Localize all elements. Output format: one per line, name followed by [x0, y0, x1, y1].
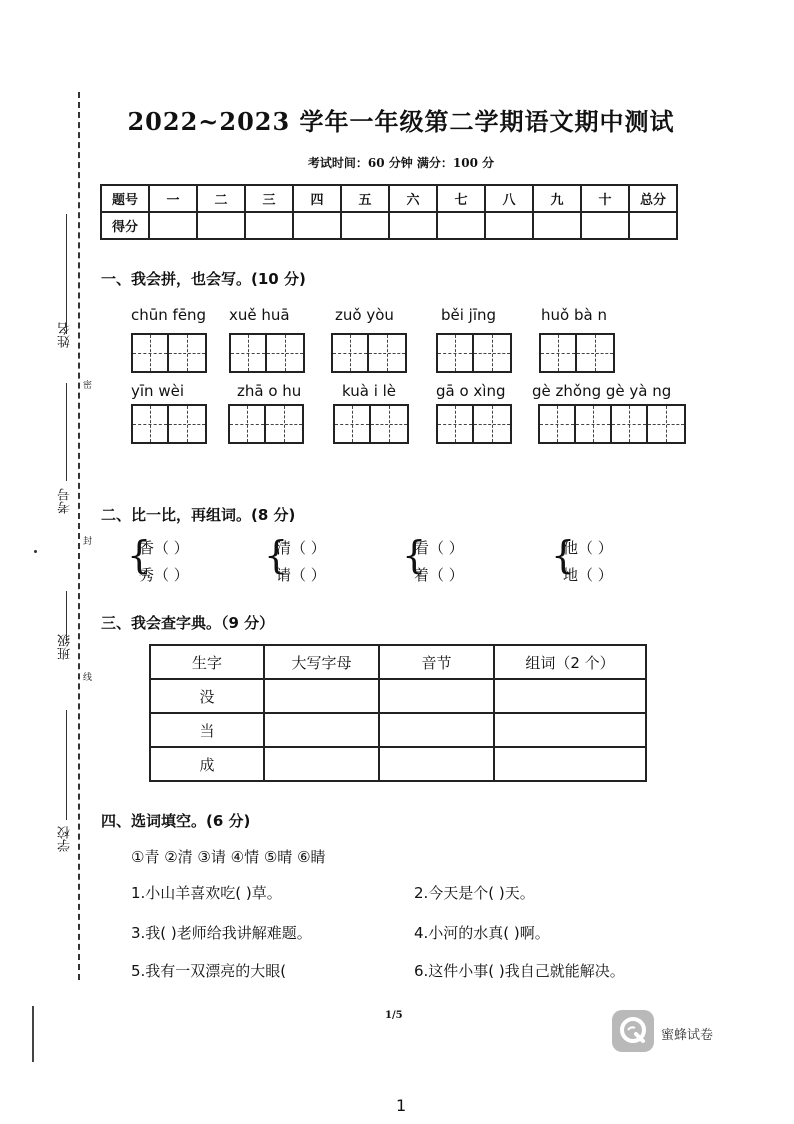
score-col-total: 总分: [629, 185, 677, 212]
dict-answer-cell[interactable]: [264, 679, 379, 713]
dict-answer-cell[interactable]: [264, 747, 379, 781]
score-cell[interactable]: [533, 212, 581, 239]
score-row1-label: 题号: [101, 185, 149, 212]
score-col: 七: [437, 185, 485, 212]
score-col: 五: [341, 185, 389, 212]
fill-sentence-3[interactable]: 3.我( )老师给我讲解难题。: [131, 924, 312, 942]
brace-3: {: [402, 533, 427, 577]
dictionary-table: [149, 644, 647, 782]
pinyin-10: gè zhǒng gè yà ng: [532, 382, 672, 400]
page-number: 1: [396, 1096, 407, 1115]
school-underline: [66, 710, 67, 820]
table-row: [150, 713, 646, 747]
pinyin-1: chūn fēng: [131, 306, 207, 324]
score-cell[interactable]: [149, 212, 197, 239]
compare-bottom-3[interactable]: 着（ ）: [414, 566, 464, 584]
pinyin-5: huǒ bà n: [541, 306, 607, 324]
compare-top-3[interactable]: 看（ ）: [414, 539, 464, 557]
writing-grid-5[interactable]: [539, 333, 615, 373]
score-table-score-row: [101, 212, 677, 239]
pinyin-9: gā o xìng: [436, 382, 506, 400]
pinyin-7: zhā o hu: [237, 382, 302, 400]
writing-grid-6[interactable]: [131, 404, 207, 444]
score-row2-label: 得分: [101, 212, 149, 239]
class-label: 班级: [58, 634, 73, 660]
fill-sentence-6[interactable]: 6.这件小事( )我自己就能解决。: [414, 962, 625, 980]
score-col: 一: [149, 185, 197, 212]
table-row: [150, 747, 646, 781]
brand-logo-icon: [612, 1010, 654, 1052]
score-col: 十: [581, 185, 629, 212]
pinyin-3: zuǒ yòu: [335, 306, 394, 324]
compare-bottom-2[interactable]: 请（ ）: [276, 566, 326, 584]
scan-edge-mark: [32, 1006, 34, 1062]
dict-answer-cell[interactable]: [494, 713, 646, 747]
dict-header-syllable: 音节: [379, 645, 494, 679]
score-cell[interactable]: [293, 212, 341, 239]
score-cell[interactable]: [437, 212, 485, 239]
exam-subtitle: 考试时间：60 分钟 满分：100 分: [307, 156, 495, 170]
section2-title: 二、比一比，再组词。(8 分): [101, 506, 296, 524]
dict-char: 成: [150, 747, 264, 781]
compare-bottom-1[interactable]: 秀（ ）: [139, 566, 189, 584]
seal-char-2: 封: [81, 536, 91, 545]
dict-header-letter: 大写字母: [264, 645, 379, 679]
compare-top-1[interactable]: 香（ ）: [139, 539, 189, 557]
pinyin-8: kuà i lè: [342, 382, 397, 400]
name-underline: [66, 214, 67, 334]
score-col: 二: [197, 185, 245, 212]
section1-title: 一、我会拼，也会写。(10 分): [101, 270, 306, 288]
score-cell[interactable]: [245, 212, 293, 239]
writing-grid-8[interactable]: [333, 404, 409, 444]
pinyin-6: yīn wèi: [131, 382, 184, 400]
dictionary-header-row: [150, 645, 646, 679]
score-cell[interactable]: [197, 212, 245, 239]
section4-title: 四、选词填空。(6 分): [101, 812, 251, 830]
dict-header-char: 生字: [150, 645, 264, 679]
score-cell[interactable]: [389, 212, 437, 239]
name-label: 姓名: [58, 322, 73, 348]
table-row: [150, 679, 646, 713]
word-options: ①青 ②清 ③请 ④情 ⑤晴 ⑥睛: [131, 848, 326, 866]
fill-sentence-4[interactable]: 4.小河的水真( )啊。: [414, 924, 550, 942]
compare-bottom-4[interactable]: 地（ ）: [563, 566, 613, 584]
dict-answer-cell[interactable]: [379, 679, 494, 713]
score-col: 四: [293, 185, 341, 212]
dict-answer-cell[interactable]: [494, 679, 646, 713]
fill-sentence-5[interactable]: 5.我有一双漂亮的大眼(: [131, 962, 287, 980]
score-table: [100, 184, 678, 240]
compare-top-2[interactable]: 清（ ）: [276, 539, 326, 557]
dict-answer-cell[interactable]: [379, 713, 494, 747]
writing-grid-4[interactable]: [436, 333, 512, 373]
score-table-header-row: [101, 185, 677, 212]
writing-grid-1[interactable]: [131, 333, 207, 373]
pinyin-4: běi jīng: [441, 306, 497, 324]
score-col: 九: [533, 185, 581, 212]
exam-no-label: 考号: [58, 488, 73, 514]
writing-grid-9[interactable]: [436, 404, 512, 444]
compare-top-4[interactable]: 他（ ）: [563, 539, 613, 557]
score-cell[interactable]: [629, 212, 677, 239]
brace-4: {: [551, 533, 576, 577]
page-indicator: 1/5: [385, 1010, 403, 1021]
dict-answer-cell[interactable]: [264, 713, 379, 747]
school-label: 学校: [58, 826, 73, 852]
pinyin-2: xuě huā: [229, 306, 290, 324]
writing-grid-7[interactable]: [228, 404, 304, 444]
dict-char: 当: [150, 713, 264, 747]
score-col: 八: [485, 185, 533, 212]
writing-grid-2[interactable]: [229, 333, 305, 373]
score-cell[interactable]: [341, 212, 389, 239]
dict-answer-cell[interactable]: [379, 747, 494, 781]
score-col: 六: [389, 185, 437, 212]
seal-char-1: 密: [81, 380, 91, 389]
writing-grid-3[interactable]: [331, 333, 407, 373]
brace-2: {: [264, 533, 289, 577]
dict-char: 没: [150, 679, 264, 713]
brand-name: 蜜蜂试卷: [661, 1028, 714, 1043]
seal-char-3: 线: [81, 672, 91, 681]
score-col: 三: [245, 185, 293, 212]
dict-header-words: 组词（2 个）: [494, 645, 646, 679]
score-cell[interactable]: [485, 212, 533, 239]
brace-1: {: [127, 533, 152, 577]
fill-sentence-1[interactable]: 1.小山羊喜欢吃( )草。: [131, 884, 282, 902]
exam-no-underline: [66, 383, 67, 481]
scan-speck: [34, 550, 37, 553]
fill-sentence-2[interactable]: 2.今天是个( )天。: [414, 884, 535, 902]
dict-answer-cell[interactable]: [494, 747, 646, 781]
score-cell[interactable]: [581, 212, 629, 239]
exam-title: 2022~2023 学年一年级第二学期语文期中测试: [127, 107, 675, 136]
section3-title: 三、我会查字典。（9 分）: [101, 614, 275, 632]
writing-grid-10[interactable]: [538, 404, 686, 444]
